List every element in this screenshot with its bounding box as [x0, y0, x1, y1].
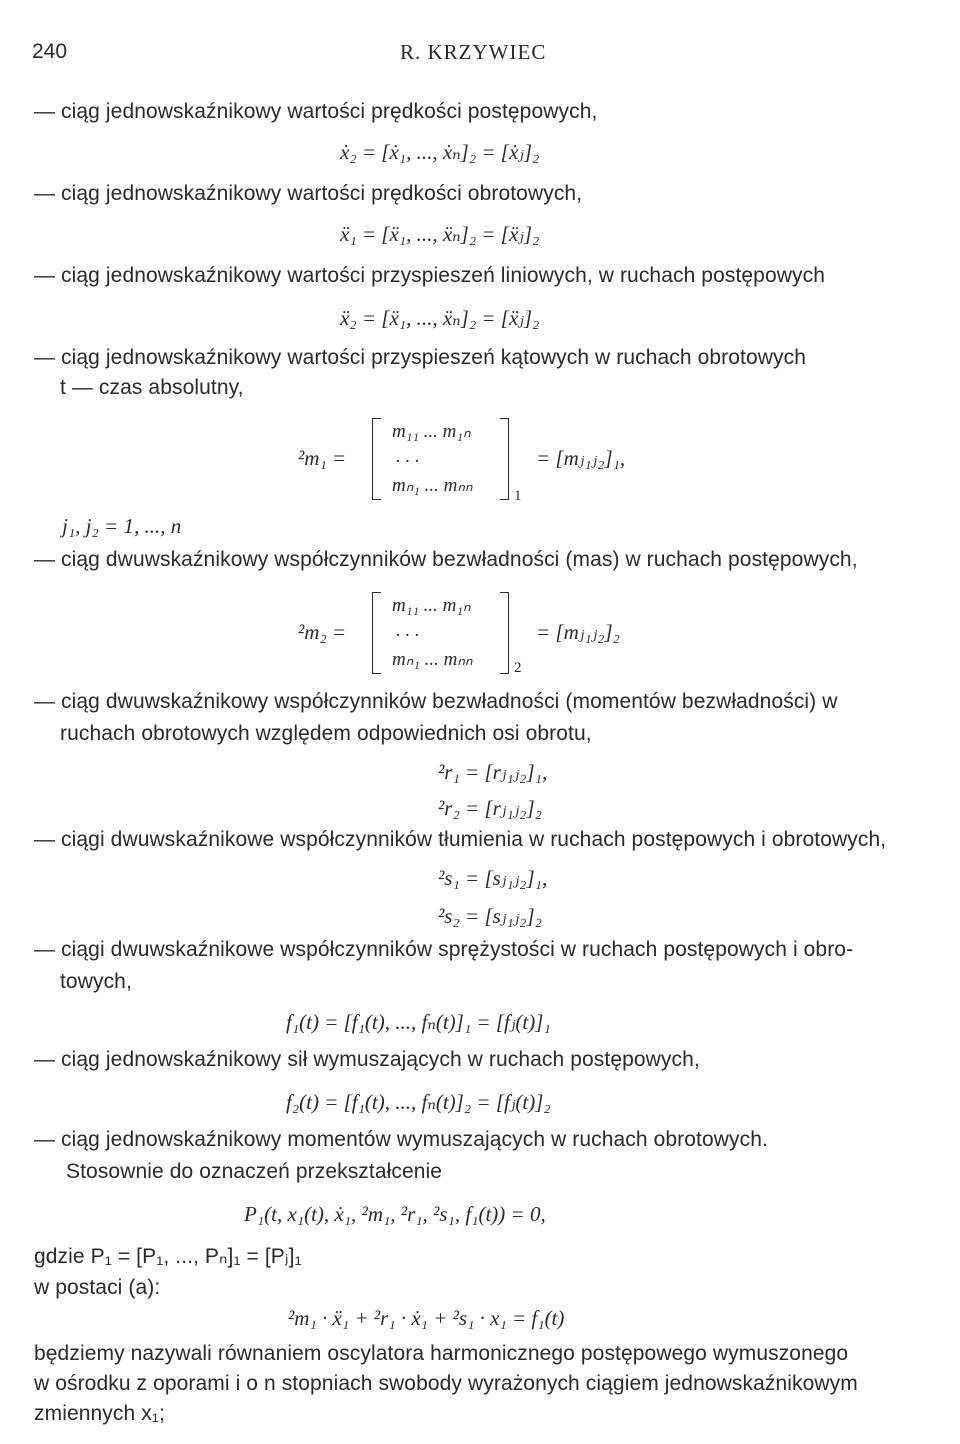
text-line: t — czas absolutny, [60, 376, 244, 399]
formula: ẍ₁ = [ẍ₁, ..., ẍₙ]₂ = [ẍⱼ]₂ [340, 222, 540, 246]
text-line: — ciąg jednowskaźnikowy wartości prędkości postępowych, [34, 100, 598, 123]
text-line: — ciąg dwuwskaźnikowy współczynników bezwładności (momentów bezwładności) w [34, 690, 838, 713]
text-line: będziemy nazywali równaniem oscylatora harmonicznego postępowego wymuszonego [34, 1342, 849, 1365]
formula: ²r₁ = [rⱼ₁ⱼ₂]₁, [438, 760, 548, 784]
text-line: zmiennych x₁; [34, 1402, 165, 1425]
text-line: — ciąg jednowskaźnikowy wartości prędkości obrotowych, [34, 182, 583, 205]
formula: f₂(t) = [f₁(t), ..., fₙ(t)]₂ = [fⱼ(t)]₂ [286, 1090, 551, 1114]
page-number: 240 [32, 40, 68, 63]
matrix-bracket-left [372, 418, 381, 500]
formula: ²r₂ = [rⱼ₁ⱼ₂]₂ [438, 796, 542, 820]
matrix-bracket-right [500, 592, 509, 674]
matrix-bracket-left [372, 592, 381, 674]
text-line: ruchach obrotowych względem odpowiednich osi obrotu, [60, 722, 592, 745]
formula: ²s₁ = [sⱼ₁ⱼ₂]₁, [438, 866, 548, 890]
formula: ẋ₂ = [ẋ₁, ..., ẋₙ]₂ = [ẋⱼ]₂ [340, 140, 540, 164]
text-line: w postaci (a): [34, 1276, 161, 1299]
text-line: Stosownie do oznaczeń przekształcenie [66, 1160, 443, 1183]
matrix-bracket-right [500, 418, 509, 500]
formula: ẍ₂ = [ẍ₁, ..., ẍₙ]₂ = [ẍⱼ]₂ [340, 306, 540, 330]
text-line: — ciąg dwuwskaźnikowy współczynników bezwładności (mas) w ruchach postępowych, [34, 548, 858, 571]
matrix-rhs: = [mⱼ₁ⱼ₂]₂ [536, 620, 620, 644]
text-line: — ciąg jednowskaźnikowy sił wymuszających w ruchach postępowych, [34, 1048, 700, 1071]
matrix-row: m₁₁ ... m₁ₙ [392, 421, 471, 442]
matrix-row: . . . [396, 620, 420, 641]
text-line: towych, [60, 970, 132, 993]
matrix-subscript: 1 [514, 488, 522, 504]
matrix-subscript: 2 [514, 660, 522, 676]
formula: P₁(t, x₁(t), ẋ₁, ²m₁, ²r₁, ²s₁, f₁(t)) = 0, [244, 1202, 546, 1226]
text-line: gdzie P₁ = [P₁, ..., Pₙ]₁ = [Pⱼ]₁ [34, 1245, 302, 1268]
text-line: — ciąg jednowskaźnikowy wartości przyspieszeń kątowych w ruchach obrotowych [34, 346, 806, 369]
matrix-row: mₙ₁ ... mₙₙ [392, 649, 473, 670]
formula: ²s₂ = [sⱼ₁ⱼ₂]₂ [438, 904, 542, 928]
index-range: j₁, j₂ = 1, ..., n [62, 514, 182, 538]
text-line: — ciąg jednowskaźnikowy momentów wymuszających w ruchach obrotowych. [34, 1128, 768, 1151]
formula: f₁(t) = [f₁(t), ..., fₙ(t)]₁ = [fⱼ(t)]₁ [286, 1010, 551, 1034]
text-line: w ośrodku z oporami i o n stopniach swobody wyrażonych ciągiem jednowskaźnikowym [34, 1372, 858, 1395]
matrix-rhs: = [mⱼ₁ⱼ₂]₁, [536, 446, 626, 470]
matrix-lhs: ²m₁ = [298, 446, 347, 470]
text-line: — ciągi dwuwskaźnikowe współczynników sprężystości w ruchach postępowych i obro- [34, 938, 854, 961]
matrix-row: m₁₁ ... m₁ₙ [392, 595, 471, 616]
formula: ²m₁ · ẍ₁ + ²r₁ · ẋ₁ + ²s₁ · x₁ = f₁(t) [288, 1306, 565, 1330]
running-head: R. KRZYWIEC [400, 40, 547, 64]
text-line: — ciąg jednowskaźnikowy wartości przyspieszeń liniowych, w ruchach postępowych [34, 264, 825, 287]
text-line: — ciągi dwuwskaźnikowe współczynników tłumienia w ruchach postępowych i obrotowych, [34, 828, 887, 851]
matrix-row: mₙ₁ ... mₙₙ [392, 475, 473, 496]
matrix-lhs: ²m₂ = [298, 620, 347, 644]
matrix-row: . . . [396, 446, 420, 467]
